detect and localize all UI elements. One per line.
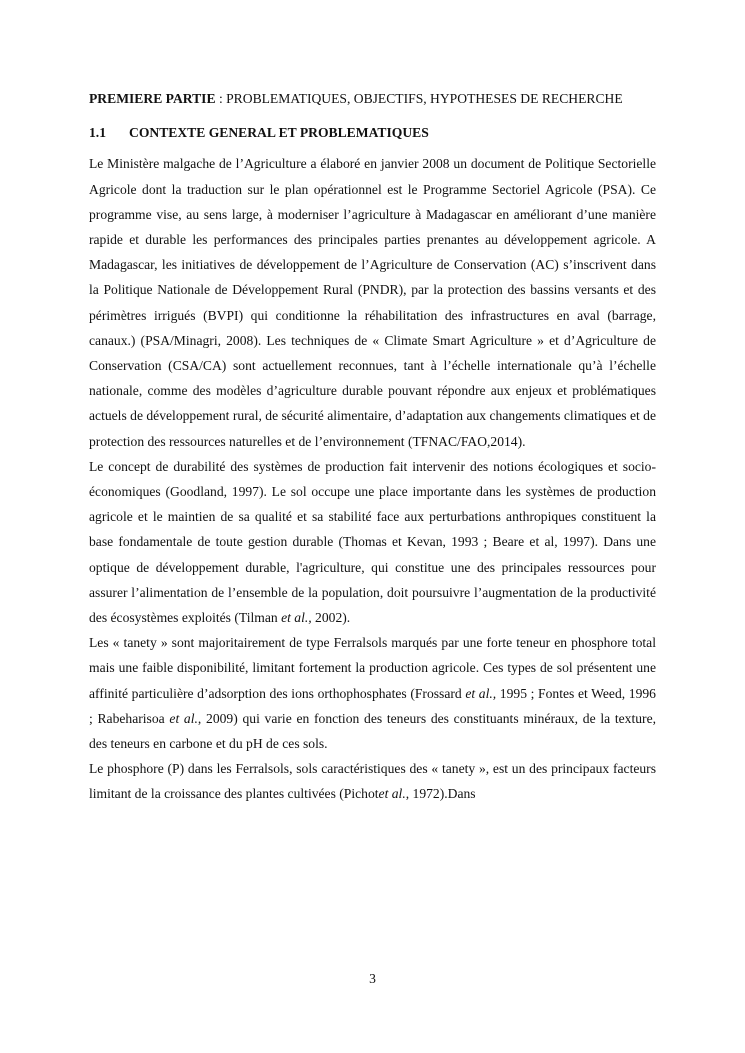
paragraph-2-end: 2002). [311,610,351,626]
paragraph-2-text: Le concept de durabilité des systèmes de production fait intervenir des notions écologiques et socio-économiques (Goodland, 1997). Le sol occupe une place importante dans les systèmes de production agricole et le maintien de sa qualité et sa stabilité face aux perturbations anthropiques constituent la base fondamentale de toute gestion durable (Thomas et Kevan, 1993 ; Beare et al, 1997). Dans une optique de développement durable, l'agriculture, qui constitue une des principales ressources pour assurer l’alimentation de l’ensemble de la population, doit poursuivre l’augmentation de la productivité des écosystèmes exploités (Tilman [89,458,656,626]
paragraph-3-text-c: , 2009) qui varie en fonction des teneurs des constituants minéraux, de la texture, des teneurs en carbone et du pH de ces sols. [89,710,656,752]
part-heading-rest: : PROBLEMATIQUES, OBJECTIFS, HYPOTHESES DE RECHERCHE [215,91,623,106]
paragraph-4 [89,756,656,806]
section-title: CONTEXTE GENERAL ET PROBLEMATIQUES [129,125,429,141]
paragraph-1: Le Ministère malgache de l’Agriculture a élaboré en janvier 2008 un document de Politique Sectorielle Agricole dont la traduction sur le plan opérationnel est le Programme Sectoriel Agricole (PSA). Ce programme vise, au sens large, à moderniser l’agriculture à Madagascar en améliorant d’une manière rapide et durable les performances des principales parties prenantes au développement agricole. A Madagascar, les initiatives de développement de l’Agriculture de Conservation (AC) s’inscrivent dans la Politique Nationale de Développement Rural (PNDR), par la protection des bassins versants et des périmètres irrigués (BVPI) qui conditionne la réhabilitation des infrastructures en aval (barrage, canaux.) (PSA/Minagri, 2008). Les techniques de « Climate Smart Agriculture » et d’Agriculture de Conservation (CSA/CA) sont actuellement reconnues, tant à l’échelle internationale qu’à l’échelle nationale, comme des modèles d’agriculture durable pouvant répondre aux enjeux et problématiques actuels de développement rural, de sécurité alimentaire, d’adaptation aux changements climatiques et de protection des ressources naturelles et de l’environnement (TFNAC/FAO,2014). [89,156,656,449]
paragraph-3-text-a: Les « tanety » sont majoritairement de type Ferralsols marqués par une forte teneur en phosphore total mais une faible disponibilité, limitant fortement la production agricole. Ces types de sol présentent une affinité particulière d’adsorption des ions orthophosphates (Frossard [89,635,656,701]
paragraph-4-text-b: , 1972).Dans [405,786,476,802]
page-content [89,86,656,807]
paragraph-3 [89,630,656,756]
paragraph-4-italic: et al. [378,786,406,802]
paragraph-3-italic-2: et al. [169,710,198,726]
section-heading [89,120,656,145]
paragraph-2-italic: et al., [281,610,312,626]
part-heading-bold: PREMIERE PARTIE [89,91,216,106]
page-number: 3 [369,971,376,986]
paragraph-3-text-b: 1995 ; Fontes et Weed, 1996 ; Rabeharisoa [89,685,656,726]
paragraph-4-text-a: Le phosphore (P) dans les Ferralsols, sols caractéristiques des « tanety », est un des principaux facteurs limitant de la croissance des plantes cultivées (Pichot [89,761,656,802]
part-heading [89,86,656,111]
section-number: 1.1 [89,125,106,141]
paragraph-2 [89,454,656,630]
paragraph-3-italic-1: et al., [465,685,497,701]
